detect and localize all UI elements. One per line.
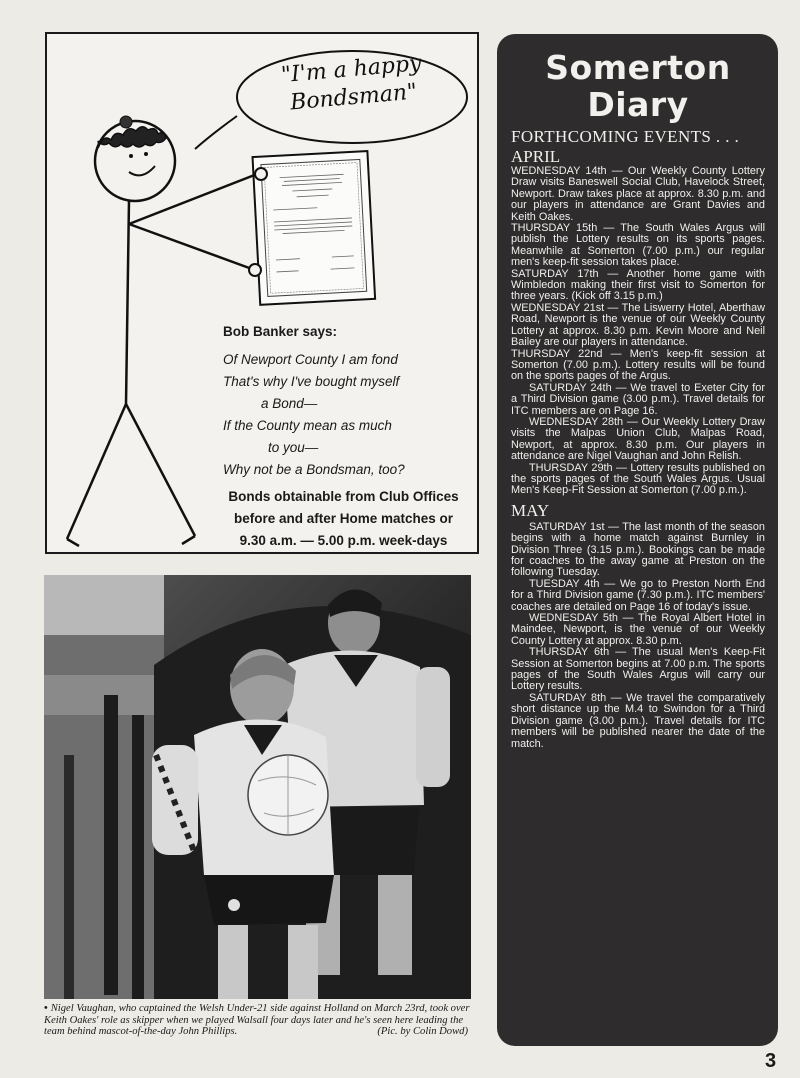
diary-title (511, 49, 765, 123)
page-number: 3 (765, 1050, 777, 1072)
poem-line: a Bond— (261, 396, 318, 411)
diary-event: SATURDAY 24th — We travel to Exeter City for a Third Division game (3.00 p.m.). Travel details for ITC members are on Page 16. (511, 381, 765, 417)
bond-heading: Bob Banker says: (223, 324, 338, 339)
offices-line: 9.30 a.m. — 5.00 p.m. week-days (239, 533, 448, 548)
poem-line: to you— (268, 440, 319, 455)
bond-advert (45, 32, 479, 554)
poem-line: That's why I've bought myself (223, 374, 400, 389)
caption-text: Nigel Vaughan, who captained the Welsh Under-21 side against Holland on March 23rd, took over Keith Oakes' role as skipper when we played Walsall four days later and he's seen here leading the team behind mascot-of-the-day John Phillips. (44, 1003, 470, 1037)
diary-subtitle: FORTHCOMING EVENTS . . . (511, 127, 740, 146)
month-heading-may: MAY (511, 500, 550, 520)
photo-caption: • Nigel Vaughan, who captained the Welsh Under-21 side against Holland on March 23rd, took over Keith Oakes' role as skipper when we played Walsall four days later and he's seen here leading the team behind mascot-of-the-day John Phillips. (Pic. by Colin Dowd) (44, 1003, 470, 1037)
diary-event: SATURDAY 17th — Another home game with Wimbledon making their first visit to Somerton for three years. (Kick off 3.15 p.m.) (511, 267, 765, 303)
diary-event: WEDNESDAY 14th — Our Weekly County Lottery Draw visits Baneswell Social Club, Havelock Street, Newport. Draw takes place at approx. 8.30 p.m. and our players in attendance are Grant Davies and Keith Oakes. (511, 165, 765, 223)
diary-event: THURSDAY 29th — Lottery results published on the sports pages of the South Wales Argus. Usual Men's Keep-Fit Session at Somerton (7.00 p.m.). (511, 461, 765, 497)
diary-event: SATURDAY 1st — The last month of the season begins with a home match against Burnley in Division Three (3.15 p.m.). Bookings can be made for coaches to the away game at Preston on the following Tuesday. (511, 520, 765, 579)
somerton-diary-panel (497, 34, 778, 1046)
diary-event: THURSDAY 22nd — Men's keep-fit session at Somerton (7.00 p.m.). Lottery results will be found on the sports pages of the Argus. (511, 347, 765, 383)
diary-event: THURSDAY 6th — The usual Men's Keep-Fit Session at Somerton begins at 7.00 p.m. The sports pages of the South Wales Argus will carry our Lottery results. (511, 646, 765, 693)
poem-line: Of Newport County I am fond (223, 352, 398, 367)
diary-event: TUESDAY 4th — We go to Preston North End for a Third Division game (7.30 p.m.). ITC members' coaches are detailed on Page 16 of today's issue. (511, 577, 765, 613)
may-events (511, 522, 765, 750)
diary-event: THURSDAY 15th — The South Wales Argus will publish the Lottery results on its sports pages. Meanwhile at Somerton (7.00 p.m.) our regular men's keep-fit session takes place. (511, 222, 765, 269)
diary-title-line: Diary (587, 85, 689, 124)
team-photo (44, 575, 471, 999)
photo-credit: (Pic. by Colin Dowd) (377, 1026, 468, 1037)
bubble-line: Bondsman" (289, 79, 419, 116)
offices-line: Bonds obtainable from Club Offices (228, 489, 459, 504)
poem-line: Why not be a Bondsman, too? (223, 462, 405, 477)
month-heading-april: APRIL (511, 147, 561, 166)
offices-line: before and after Home matches or (233, 511, 454, 526)
bubble-line: "I'm a happy (280, 50, 423, 89)
diary-event: WEDNESDAY 21st — The Liswerry Hotel, Aberthaw Road, Newport is the venue of our Weekly County Lottery at approx. 8.30 p.m. Kevin Moore and Neil Bailey are our players in attendance. (511, 301, 765, 349)
football-players-photo (44, 575, 471, 999)
diary-title-line: Somerton (545, 48, 731, 87)
diary-event: WEDNESDAY 28th — Our Weekly Lottery Draw visits the Malpas Union Club, Malpas Road, Newport, at approx. 8.30 p.m. Our players in attendance are Nigel Vaughan and John Relish. (511, 415, 765, 463)
diary-event: SATURDAY 8th — We travel the comparatively short distance up the M.4 to Swindon for a Third Division game (3.00 p.m.). Travel details for ITC members will be published nearer the date of the match. (511, 691, 765, 750)
poem-line: If the County mean as much (223, 418, 392, 433)
diary-event: WEDNESDAY 5th — The Royal Albert Hotel in Maindee, Newport, is the venue of our Weekly County Lottery at approx. 8.30 p.m. (511, 612, 765, 647)
bond-offices-note (221, 486, 466, 552)
april-events (511, 166, 765, 497)
bond-certificate-icon (253, 151, 376, 305)
bond-poem (223, 349, 473, 481)
